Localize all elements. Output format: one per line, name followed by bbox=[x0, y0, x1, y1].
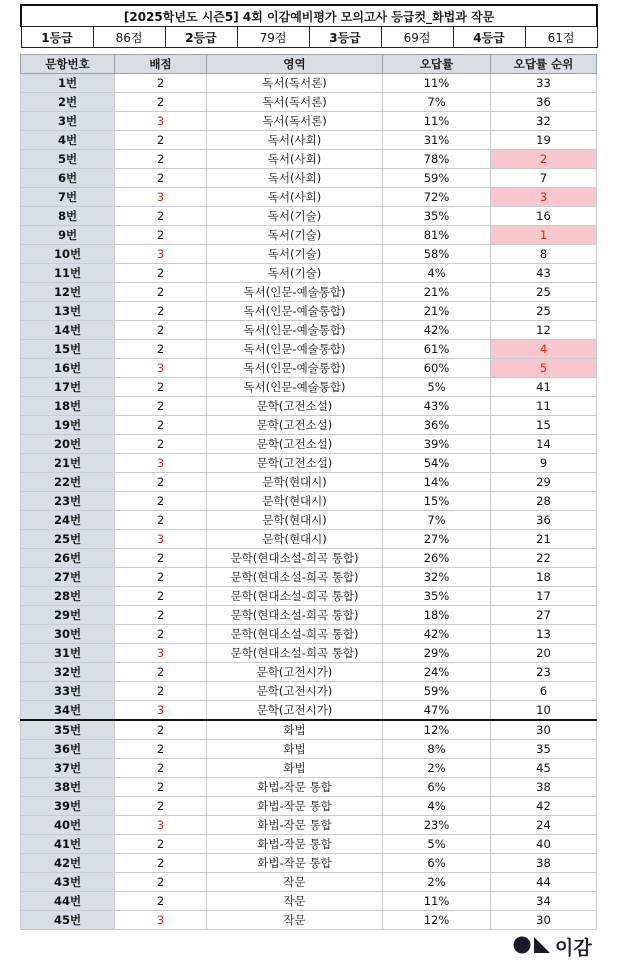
error-rank-cell: 38 bbox=[491, 778, 597, 797]
error-rank-cell: 4 bbox=[491, 340, 597, 359]
table-row bbox=[21, 720, 597, 740]
grade-2-score: 79점 bbox=[237, 27, 309, 48]
question-number-cell: 43번 bbox=[21, 873, 115, 892]
question-number-cell: 31번 bbox=[21, 644, 115, 663]
grade-cut-row bbox=[21, 27, 597, 48]
error-rank-cell: 25 bbox=[491, 283, 597, 302]
error-rate-table bbox=[20, 54, 597, 930]
points-cell: 2 bbox=[115, 873, 207, 892]
table-header-row bbox=[21, 55, 597, 74]
table-row bbox=[21, 74, 597, 93]
area-cell: 문학(현대소설-희곡 통합) bbox=[207, 587, 383, 606]
error-rate-cell: 6% bbox=[383, 778, 491, 797]
table-row bbox=[21, 511, 597, 530]
question-number-cell: 37번 bbox=[21, 759, 115, 778]
points-cell: 2 bbox=[115, 340, 207, 359]
area-cell: 문학(현대소설-희곡 통합) bbox=[207, 625, 383, 644]
table-row bbox=[21, 549, 597, 568]
points-cell: 2 bbox=[115, 302, 207, 321]
grade-1-score: 86점 bbox=[93, 27, 165, 48]
question-number-cell: 11번 bbox=[21, 264, 115, 283]
error-rate-cell: 61% bbox=[383, 340, 491, 359]
table-row bbox=[21, 682, 597, 701]
area-cell: 화법-작문 통합 bbox=[207, 797, 383, 816]
table-row bbox=[21, 740, 597, 759]
area-cell: 독서(인문-예술통합) bbox=[207, 283, 383, 302]
points-cell: 2 bbox=[115, 397, 207, 416]
points-cell: 2 bbox=[115, 264, 207, 283]
error-rate-cell: 31% bbox=[383, 131, 491, 150]
col-header-error-rank: 오답률 순위 bbox=[491, 55, 597, 74]
area-cell: 독서(사회) bbox=[207, 131, 383, 150]
error-rate-cell: 21% bbox=[383, 283, 491, 302]
table-row bbox=[21, 625, 597, 644]
error-rank-cell: 36 bbox=[491, 511, 597, 530]
area-cell: 화법 bbox=[207, 740, 383, 759]
table-row bbox=[21, 854, 597, 873]
table-row bbox=[21, 473, 597, 492]
points-cell: 2 bbox=[115, 283, 207, 302]
question-number-cell: 34번 bbox=[21, 701, 115, 721]
points-cell: 2 bbox=[115, 663, 207, 682]
grade-2-label: 2등급 bbox=[165, 27, 237, 48]
logo-mark-icon bbox=[513, 936, 551, 954]
error-rank-cell: 19 bbox=[491, 131, 597, 150]
question-number-cell: 6번 bbox=[21, 169, 115, 188]
area-cell: 문학(고전소설) bbox=[207, 416, 383, 435]
question-number-cell: 41번 bbox=[21, 835, 115, 854]
error-rate-cell: 21% bbox=[383, 302, 491, 321]
table-row bbox=[21, 530, 597, 549]
error-rank-cell: 8 bbox=[491, 245, 597, 264]
error-rate-cell: 6% bbox=[383, 854, 491, 873]
points-cell: 2 bbox=[115, 568, 207, 587]
table-row bbox=[21, 93, 597, 112]
table-row bbox=[21, 131, 597, 150]
points-cell: 2 bbox=[115, 131, 207, 150]
error-rank-cell: 36 bbox=[491, 93, 597, 112]
error-rate-cell: 18% bbox=[383, 606, 491, 625]
table-row bbox=[21, 778, 597, 797]
error-rank-cell: 11 bbox=[491, 397, 597, 416]
table-row bbox=[21, 359, 597, 378]
points-cell: 2 bbox=[115, 682, 207, 701]
area-cell: 독서(인문-예술통합) bbox=[207, 359, 383, 378]
error-rank-cell: 35 bbox=[491, 740, 597, 759]
question-number-cell: 13번 bbox=[21, 302, 115, 321]
grade-cut-header bbox=[20, 4, 598, 48]
table-row bbox=[21, 112, 597, 131]
question-number-cell: 15번 bbox=[21, 340, 115, 359]
error-rank-cell: 43 bbox=[491, 264, 597, 283]
area-cell: 문학(현대소설-희곡 통합) bbox=[207, 568, 383, 587]
table-row bbox=[21, 283, 597, 302]
table-row bbox=[21, 340, 597, 359]
area-cell: 문학(고전소설) bbox=[207, 454, 383, 473]
error-rate-cell: 14% bbox=[383, 473, 491, 492]
error-rate-cell: 4% bbox=[383, 264, 491, 283]
table-row bbox=[21, 797, 597, 816]
area-cell: 작문 bbox=[207, 892, 383, 911]
error-rate-cell: 11% bbox=[383, 112, 491, 131]
points-cell: 2 bbox=[115, 854, 207, 873]
points-cell: 3 bbox=[115, 359, 207, 378]
error-rank-cell: 5 bbox=[491, 359, 597, 378]
points-cell: 2 bbox=[115, 835, 207, 854]
area-cell: 독서(기술) bbox=[207, 207, 383, 226]
area-cell: 문학(현대소설-희곡 통합) bbox=[207, 549, 383, 568]
area-cell: 문학(고전시가) bbox=[207, 663, 383, 682]
question-number-cell: 20번 bbox=[21, 435, 115, 454]
error-rate-cell: 32% bbox=[383, 568, 491, 587]
error-rank-cell: 23 bbox=[491, 663, 597, 682]
error-rate-cell: 78% bbox=[383, 150, 491, 169]
question-number-cell: 21번 bbox=[21, 454, 115, 473]
points-cell: 2 bbox=[115, 797, 207, 816]
points-cell: 2 bbox=[115, 587, 207, 606]
error-rate-cell: 7% bbox=[383, 93, 491, 112]
table-row bbox=[21, 835, 597, 854]
area-cell: 문학(현대시) bbox=[207, 492, 383, 511]
error-rank-cell: 38 bbox=[491, 854, 597, 873]
question-number-cell: 42번 bbox=[21, 854, 115, 873]
points-cell: 2 bbox=[115, 606, 207, 625]
points-cell: 3 bbox=[115, 911, 207, 930]
table-row bbox=[21, 454, 597, 473]
question-number-cell: 45번 bbox=[21, 911, 115, 930]
area-cell: 화법 bbox=[207, 720, 383, 740]
question-number-cell: 39번 bbox=[21, 797, 115, 816]
area-cell: 독서(인문-예술통합) bbox=[207, 378, 383, 397]
table-row bbox=[21, 226, 597, 245]
question-number-cell: 23번 bbox=[21, 492, 115, 511]
error-rate-cell: 59% bbox=[383, 682, 491, 701]
question-number-cell: 36번 bbox=[21, 740, 115, 759]
question-number-cell: 33번 bbox=[21, 682, 115, 701]
points-cell: 2 bbox=[115, 720, 207, 740]
error-rank-cell: 14 bbox=[491, 435, 597, 454]
area-cell: 독서(사회) bbox=[207, 169, 383, 188]
error-rate-cell: 5% bbox=[383, 378, 491, 397]
question-number-cell: 17번 bbox=[21, 378, 115, 397]
points-cell: 2 bbox=[115, 226, 207, 245]
igam-logo bbox=[513, 933, 595, 957]
points-cell: 2 bbox=[115, 169, 207, 188]
col-header-points: 배점 bbox=[115, 55, 207, 74]
table-row bbox=[21, 188, 597, 207]
table-row bbox=[21, 302, 597, 321]
area-cell: 화법-작문 통합 bbox=[207, 778, 383, 797]
error-rank-cell: 25 bbox=[491, 302, 597, 321]
question-number-cell: 38번 bbox=[21, 778, 115, 797]
question-number-cell: 22번 bbox=[21, 473, 115, 492]
table-row bbox=[21, 816, 597, 835]
question-number-cell: 10번 bbox=[21, 245, 115, 264]
area-cell: 독서(독서론) bbox=[207, 93, 383, 112]
error-rank-cell: 30 bbox=[491, 720, 597, 740]
area-cell: 독서(기술) bbox=[207, 245, 383, 264]
question-number-cell: 18번 bbox=[21, 397, 115, 416]
error-rank-cell: 40 bbox=[491, 835, 597, 854]
area-cell: 작문 bbox=[207, 911, 383, 930]
question-number-cell: 32번 bbox=[21, 663, 115, 682]
error-rate-cell: 26% bbox=[383, 549, 491, 568]
points-cell: 3 bbox=[115, 816, 207, 835]
area-cell: 독서(기술) bbox=[207, 226, 383, 245]
error-rate-cell: 35% bbox=[383, 207, 491, 226]
error-rate-cell: 15% bbox=[383, 492, 491, 511]
points-cell: 2 bbox=[115, 892, 207, 911]
question-number-cell: 9번 bbox=[21, 226, 115, 245]
error-rate-cell: 24% bbox=[383, 663, 491, 682]
col-header-error-rate: 오답률 bbox=[383, 55, 491, 74]
area-cell: 독서(사회) bbox=[207, 150, 383, 169]
points-cell: 3 bbox=[115, 454, 207, 473]
points-cell: 2 bbox=[115, 492, 207, 511]
area-cell: 독서(인문-예술통합) bbox=[207, 340, 383, 359]
error-rank-cell: 10 bbox=[491, 701, 597, 721]
error-rank-cell: 9 bbox=[491, 454, 597, 473]
question-number-cell: 25번 bbox=[21, 530, 115, 549]
points-cell: 2 bbox=[115, 93, 207, 112]
question-number-cell: 16번 bbox=[21, 359, 115, 378]
error-rank-cell: 32 bbox=[491, 112, 597, 131]
points-cell: 2 bbox=[115, 150, 207, 169]
error-rate-cell: 72% bbox=[383, 188, 491, 207]
area-cell: 독서(독서론) bbox=[207, 112, 383, 131]
error-rank-cell: 13 bbox=[491, 625, 597, 644]
error-rank-cell: 17 bbox=[491, 587, 597, 606]
question-number-cell: 19번 bbox=[21, 416, 115, 435]
table-row bbox=[21, 701, 597, 721]
error-rank-cell: 24 bbox=[491, 816, 597, 835]
table-row bbox=[21, 873, 597, 892]
question-number-cell: 28번 bbox=[21, 587, 115, 606]
error-rank-cell: 2 bbox=[491, 150, 597, 169]
error-rate-cell: 29% bbox=[383, 644, 491, 663]
error-rank-cell: 29 bbox=[491, 473, 597, 492]
table-row bbox=[21, 644, 597, 663]
error-rate-cell: 47% bbox=[383, 701, 491, 721]
points-cell: 2 bbox=[115, 473, 207, 492]
area-cell: 문학(현대시) bbox=[207, 511, 383, 530]
table-row bbox=[21, 207, 597, 226]
question-number-cell: 35번 bbox=[21, 720, 115, 740]
points-cell: 3 bbox=[115, 644, 207, 663]
table-row bbox=[21, 435, 597, 454]
area-cell: 독서(기술) bbox=[207, 264, 383, 283]
question-number-cell: 7번 bbox=[21, 188, 115, 207]
question-number-cell: 1번 bbox=[21, 74, 115, 93]
grade-4-score: 61점 bbox=[525, 27, 597, 48]
question-number-cell: 12번 bbox=[21, 283, 115, 302]
table-row bbox=[21, 245, 597, 264]
points-cell: 2 bbox=[115, 435, 207, 454]
error-rate-cell: 35% bbox=[383, 587, 491, 606]
question-number-cell: 8번 bbox=[21, 207, 115, 226]
area-cell: 화법 bbox=[207, 759, 383, 778]
error-rate-cell: 7% bbox=[383, 511, 491, 530]
table-row bbox=[21, 911, 597, 930]
error-rank-cell: 42 bbox=[491, 797, 597, 816]
table-row bbox=[21, 759, 597, 778]
error-rank-cell: 30 bbox=[491, 911, 597, 930]
error-rank-cell: 18 bbox=[491, 568, 597, 587]
error-rank-cell: 33 bbox=[491, 74, 597, 93]
error-rate-cell: 58% bbox=[383, 245, 491, 264]
points-cell: 2 bbox=[115, 511, 207, 530]
error-rank-cell: 6 bbox=[491, 682, 597, 701]
grade-3-label: 3등급 bbox=[309, 27, 381, 48]
table-row bbox=[21, 416, 597, 435]
error-rank-cell: 27 bbox=[491, 606, 597, 625]
table-row bbox=[21, 606, 597, 625]
error-rate-cell: 11% bbox=[383, 74, 491, 93]
points-cell: 2 bbox=[115, 74, 207, 93]
points-cell: 3 bbox=[115, 701, 207, 721]
points-cell: 2 bbox=[115, 416, 207, 435]
points-cell: 3 bbox=[115, 530, 207, 549]
error-rank-cell: 41 bbox=[491, 378, 597, 397]
area-cell: 화법-작문 통합 bbox=[207, 835, 383, 854]
table-row bbox=[21, 587, 597, 606]
area-cell: 독서(인문-예술통합) bbox=[207, 302, 383, 321]
table-body bbox=[21, 74, 597, 930]
area-cell: 독서(사회) bbox=[207, 188, 383, 207]
error-rank-cell: 22 bbox=[491, 549, 597, 568]
question-number-cell: 26번 bbox=[21, 549, 115, 568]
area-cell: 문학(고전소설) bbox=[207, 397, 383, 416]
table-row bbox=[21, 150, 597, 169]
error-rank-cell: 44 bbox=[491, 873, 597, 892]
points-cell: 2 bbox=[115, 625, 207, 644]
sheet-title: [2025학년도 시즌5] 4회 이감예비평가 모의고사 등급컷_화법과 작문 bbox=[21, 5, 597, 27]
area-cell: 화법-작문 통합 bbox=[207, 816, 383, 835]
points-cell: 2 bbox=[115, 549, 207, 568]
question-number-cell: 44번 bbox=[21, 892, 115, 911]
question-number-cell: 27번 bbox=[21, 568, 115, 587]
error-rate-cell: 81% bbox=[383, 226, 491, 245]
question-number-cell: 3번 bbox=[21, 112, 115, 131]
error-rank-cell: 12 bbox=[491, 321, 597, 340]
error-rate-cell: 2% bbox=[383, 873, 491, 892]
points-cell: 2 bbox=[115, 321, 207, 340]
points-cell: 3 bbox=[115, 188, 207, 207]
area-cell: 문학(현대시) bbox=[207, 530, 383, 549]
error-rate-cell: 5% bbox=[383, 835, 491, 854]
error-rank-cell: 21 bbox=[491, 530, 597, 549]
table-row bbox=[21, 264, 597, 283]
area-cell: 문학(고전소설) bbox=[207, 435, 383, 454]
error-rank-cell: 1 bbox=[491, 226, 597, 245]
question-number-cell: 30번 bbox=[21, 625, 115, 644]
error-rate-cell: 42% bbox=[383, 625, 491, 644]
question-number-cell: 29번 bbox=[21, 606, 115, 625]
error-rank-cell: 3 bbox=[491, 188, 597, 207]
points-cell: 3 bbox=[115, 245, 207, 264]
table-row bbox=[21, 492, 597, 511]
error-rate-cell: 27% bbox=[383, 530, 491, 549]
col-header-question: 문항번호 bbox=[21, 55, 115, 74]
error-rate-cell: 36% bbox=[383, 416, 491, 435]
error-rate-cell: 39% bbox=[383, 435, 491, 454]
grade-cut-sheet bbox=[20, 4, 596, 930]
error-rate-cell: 59% bbox=[383, 169, 491, 188]
error-rank-cell: 20 bbox=[491, 644, 597, 663]
points-cell: 2 bbox=[115, 778, 207, 797]
grade-3-score: 69점 bbox=[381, 27, 453, 48]
points-cell: 2 bbox=[115, 207, 207, 226]
error-rate-cell: 23% bbox=[383, 816, 491, 835]
error-rate-cell: 12% bbox=[383, 720, 491, 740]
error-rate-cell: 2% bbox=[383, 759, 491, 778]
table-row bbox=[21, 892, 597, 911]
table-row bbox=[21, 663, 597, 682]
question-number-cell: 24번 bbox=[21, 511, 115, 530]
error-rate-cell: 43% bbox=[383, 397, 491, 416]
error-rank-cell: 34 bbox=[491, 892, 597, 911]
error-rate-cell: 12% bbox=[383, 911, 491, 930]
points-cell: 2 bbox=[115, 378, 207, 397]
error-rate-cell: 42% bbox=[383, 321, 491, 340]
area-cell: 문학(고전시가) bbox=[207, 701, 383, 721]
error-rate-cell: 4% bbox=[383, 797, 491, 816]
question-number-cell: 2번 bbox=[21, 93, 115, 112]
error-rate-cell: 8% bbox=[383, 740, 491, 759]
error-rank-cell: 7 bbox=[491, 169, 597, 188]
area-cell: 문학(현대시) bbox=[207, 473, 383, 492]
error-rank-cell: 45 bbox=[491, 759, 597, 778]
table-row bbox=[21, 568, 597, 587]
grade-4-label: 4등급 bbox=[453, 27, 525, 48]
col-header-area: 영역 bbox=[207, 55, 383, 74]
points-cell: 3 bbox=[115, 112, 207, 131]
area-cell: 문학(현대소설-희곡 통합) bbox=[207, 606, 383, 625]
logo-text: 이감 bbox=[555, 937, 592, 959]
table-row bbox=[21, 321, 597, 340]
question-number-cell: 4번 bbox=[21, 131, 115, 150]
table-row bbox=[21, 169, 597, 188]
error-rank-cell: 28 bbox=[491, 492, 597, 511]
table-row bbox=[21, 378, 597, 397]
area-cell: 독서(인문-예술통합) bbox=[207, 321, 383, 340]
error-rate-cell: 60% bbox=[383, 359, 491, 378]
error-rate-cell: 11% bbox=[383, 892, 491, 911]
error-rank-cell: 15 bbox=[491, 416, 597, 435]
area-cell: 문학(고전시가) bbox=[207, 682, 383, 701]
error-rate-cell: 54% bbox=[383, 454, 491, 473]
question-number-cell: 5번 bbox=[21, 150, 115, 169]
points-cell: 2 bbox=[115, 759, 207, 778]
grade-1-label: 1등급 bbox=[21, 27, 93, 48]
table-row bbox=[21, 397, 597, 416]
area-cell: 작문 bbox=[207, 873, 383, 892]
area-cell: 화법-작문 통합 bbox=[207, 854, 383, 873]
points-cell: 2 bbox=[115, 740, 207, 759]
area-cell: 독서(독서론) bbox=[207, 74, 383, 93]
area-cell: 문학(현대소설-희곡 통합) bbox=[207, 644, 383, 663]
question-number-cell: 14번 bbox=[21, 321, 115, 340]
error-rank-cell: 16 bbox=[491, 207, 597, 226]
question-number-cell: 40번 bbox=[21, 816, 115, 835]
